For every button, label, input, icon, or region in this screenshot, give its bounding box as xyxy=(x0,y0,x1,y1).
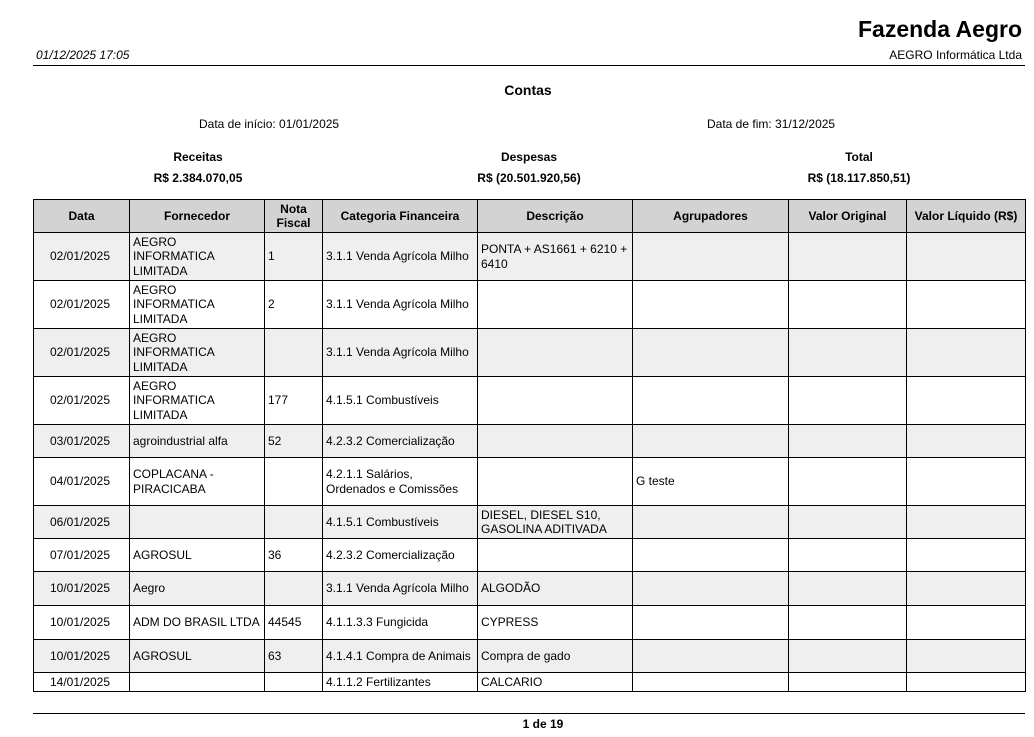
table-cell: 44545 xyxy=(265,606,323,640)
table-header-row xyxy=(34,200,1026,233)
table-row xyxy=(34,377,1026,425)
table-cell: AEGRO INFORMATICA LIMITADA xyxy=(130,233,265,281)
summary-despesas-label: Despesas xyxy=(500,150,558,164)
table-cell xyxy=(789,640,907,673)
table-cell: 03/01/2025 xyxy=(34,425,130,458)
table-cell: Aegro xyxy=(130,572,265,606)
report-timestamp: 01/12/2025 17:05 xyxy=(36,48,130,62)
table-cell: ADM DO BRASIL LTDA xyxy=(130,606,265,640)
column-header: Data xyxy=(34,200,130,233)
table-cell: 02/01/2025 xyxy=(34,233,130,281)
table-cell xyxy=(265,673,323,692)
farm-title: Fazenda Aegro xyxy=(857,16,1022,42)
table-cell xyxy=(907,425,1026,458)
report-title: Contas xyxy=(504,82,552,98)
table-cell: 4.1.4.1 Compra de Animais xyxy=(323,640,478,673)
table-cell xyxy=(633,539,789,572)
table-cell xyxy=(478,425,633,458)
table-cell: CYPRESS xyxy=(478,606,633,640)
summary-receitas-label: Receitas xyxy=(173,150,223,164)
table-cell: agroindustrial alfa xyxy=(130,425,265,458)
table-row xyxy=(34,506,1026,539)
table-cell: 3.1.1 Venda Agrícola Milho xyxy=(323,281,478,329)
table-cell xyxy=(265,506,323,539)
table-cell xyxy=(633,640,789,673)
table-cell xyxy=(789,425,907,458)
table-row xyxy=(34,329,1026,377)
table-cell xyxy=(789,233,907,281)
table-cell xyxy=(478,329,633,377)
table-cell: AEGRO INFORMATICA LIMITADA xyxy=(130,377,265,425)
column-header: Fornecedor xyxy=(130,200,265,233)
table-cell xyxy=(907,606,1026,640)
column-header: Categoria Financeira xyxy=(323,200,478,233)
table-row xyxy=(34,673,1026,692)
table-cell xyxy=(907,458,1026,506)
table-cell: 4.2.1.1 Salários, Ordenados e Comissões xyxy=(323,458,478,506)
summary-total-value: R$ (18.117.850,51) xyxy=(807,171,911,185)
table-cell xyxy=(265,572,323,606)
table-cell: 07/01/2025 xyxy=(34,539,130,572)
table-cell xyxy=(633,329,789,377)
table-cell: 36 xyxy=(265,539,323,572)
table-cell: AEGRO INFORMATICA LIMITADA xyxy=(130,329,265,377)
table-cell: 52 xyxy=(265,425,323,458)
table-cell: 177 xyxy=(265,377,323,425)
summary-despesas-value: R$ (20.501.920,56) xyxy=(477,171,581,185)
table-cell: 3.1.1 Venda Agrícola Milho xyxy=(323,233,478,281)
table-cell: Compra de gado xyxy=(478,640,633,673)
table-cell xyxy=(633,606,789,640)
table-cell xyxy=(478,281,633,329)
table-cell: 1 xyxy=(265,233,323,281)
table-cell xyxy=(789,281,907,329)
summary-total xyxy=(729,150,989,185)
table-cell xyxy=(633,281,789,329)
page-number: 1 de 19 xyxy=(522,717,564,731)
column-header: Valor Líquido (R$) xyxy=(907,200,1026,233)
end-date: Data de fim: 31/12/2025 xyxy=(707,117,836,131)
table-cell: 4.1.5.1 Combustíveis xyxy=(323,377,478,425)
table-cell xyxy=(907,640,1026,673)
table-cell: 02/01/2025 xyxy=(34,377,130,425)
accounts-table xyxy=(33,199,1026,692)
table-cell: ALGODÃO xyxy=(478,572,633,606)
table-body xyxy=(34,233,1026,692)
table-cell: 2 xyxy=(265,281,323,329)
table-cell xyxy=(478,539,633,572)
table-cell: 10/01/2025 xyxy=(34,572,130,606)
table-cell: DIESEL, DIESEL S10, GASOLINA ADITIVADA xyxy=(478,506,633,539)
table-cell: 06/01/2025 xyxy=(34,506,130,539)
table-row xyxy=(34,572,1026,606)
table-cell xyxy=(907,506,1026,539)
table-cell xyxy=(265,329,323,377)
table-cell: 3.1.1 Venda Agrícola Milho xyxy=(323,572,478,606)
table-cell xyxy=(789,606,907,640)
start-date: Data de início: 01/01/2025 xyxy=(199,117,340,131)
column-header: Nota Fiscal xyxy=(265,200,323,233)
table-cell: 4.1.1.2 Fertilizantes xyxy=(323,673,478,692)
footer-divider xyxy=(33,713,1025,714)
table-cell xyxy=(130,506,265,539)
table-row xyxy=(34,606,1026,640)
summary-receitas xyxy=(68,150,328,185)
table-cell: COPLACANA - PIRACICABA xyxy=(130,458,265,506)
table-cell: AGROSUL xyxy=(130,640,265,673)
table-cell: 04/01/2025 xyxy=(34,458,130,506)
table-cell xyxy=(633,425,789,458)
summary-receitas-value: R$ 2.384.070,05 xyxy=(153,171,243,185)
table-row xyxy=(34,640,1026,673)
header-divider xyxy=(33,65,1025,66)
table-cell: 3.1.1 Venda Agrícola Milho xyxy=(323,329,478,377)
table-cell xyxy=(789,539,907,572)
table-cell xyxy=(633,233,789,281)
table-cell: 4.2.3.2 Comercialização xyxy=(323,539,478,572)
column-header: Valor Original xyxy=(789,200,907,233)
table-cell: AGROSUL xyxy=(130,539,265,572)
table-cell: PONTA + AS1661 + 6210 + 6410 xyxy=(478,233,633,281)
table-cell: G teste xyxy=(633,458,789,506)
table-cell: 4.1.1.3.3 Fungicida xyxy=(323,606,478,640)
table-cell xyxy=(789,458,907,506)
company-name: AEGRO Informática Ltda xyxy=(889,48,1022,62)
table-cell xyxy=(130,673,265,692)
table-cell xyxy=(633,377,789,425)
table-cell xyxy=(789,572,907,606)
table-cell xyxy=(478,458,633,506)
summary-despesas xyxy=(399,150,659,185)
table-row xyxy=(34,281,1026,329)
column-header: Agrupadores xyxy=(633,200,789,233)
table-cell xyxy=(907,281,1026,329)
table-cell xyxy=(789,329,907,377)
table-cell xyxy=(633,572,789,606)
table-cell xyxy=(633,506,789,539)
table-cell xyxy=(907,572,1026,606)
table-cell: 02/01/2025 xyxy=(34,329,130,377)
table-cell xyxy=(789,377,907,425)
table-cell: 10/01/2025 xyxy=(34,606,130,640)
table-cell xyxy=(907,233,1026,281)
table-cell xyxy=(789,506,907,539)
table-cell: 4.2.3.2 Comercialização xyxy=(323,425,478,458)
table-cell: AEGRO INFORMATICA LIMITADA xyxy=(130,281,265,329)
table-cell xyxy=(907,673,1026,692)
table-cell: CALCARIO xyxy=(478,673,633,692)
table-cell xyxy=(265,458,323,506)
table-row xyxy=(34,458,1026,506)
column-header: Descrição xyxy=(478,200,633,233)
table-row xyxy=(34,425,1026,458)
table-cell xyxy=(907,377,1026,425)
table-cell: 4.1.5.1 Combustíveis xyxy=(323,506,478,539)
table-cell xyxy=(478,377,633,425)
table-cell: 14/01/2025 xyxy=(34,673,130,692)
table-cell: 10/01/2025 xyxy=(34,640,130,673)
table-cell: 63 xyxy=(265,640,323,673)
table-cell xyxy=(907,329,1026,377)
table-cell xyxy=(907,539,1026,572)
table-row xyxy=(34,233,1026,281)
summary-total-label: Total xyxy=(845,150,873,164)
table-cell xyxy=(633,673,789,692)
table-cell: 02/01/2025 xyxy=(34,281,130,329)
table-cell xyxy=(789,673,907,692)
table-row xyxy=(34,539,1026,572)
